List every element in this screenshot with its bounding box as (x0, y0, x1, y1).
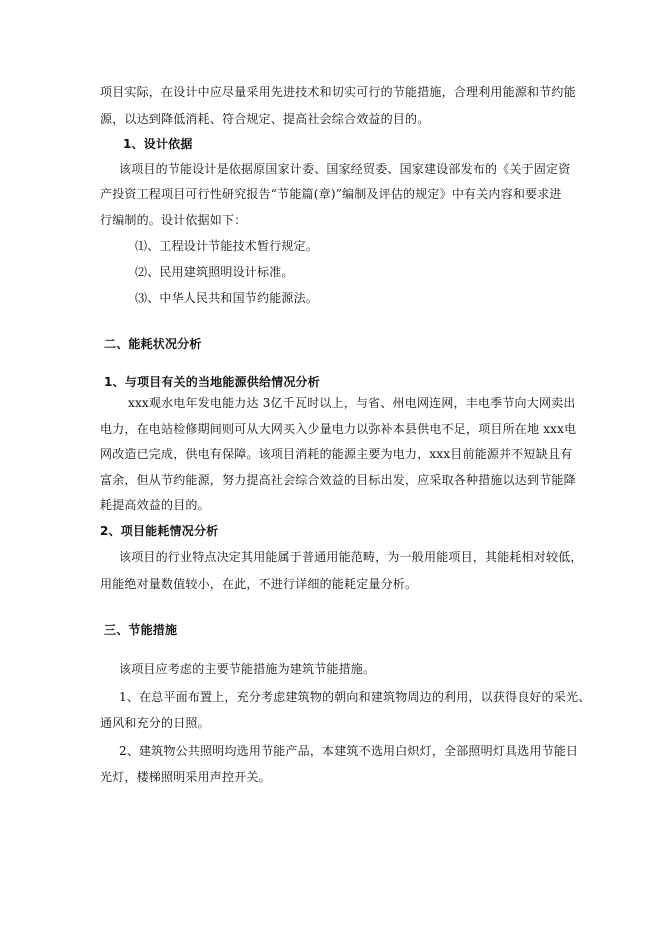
s2-2-para-line-2: 用能绝对量数值较小，在此，不进行详细的能耗定量分析。 (100, 577, 418, 591)
intro-line-2: 源，以达到降低消耗、符合规定、提高社会综合效益的目的。 (100, 112, 430, 126)
s3-item-2-line-2: 光灯，楼梯照明采用声控开关。 (100, 770, 271, 784)
s2-1-para-line-1: xxx观水电年发电能力达 3亿千瓦时以上，与省、州电网连网，丰电季节向大网卖出 (128, 396, 576, 410)
s2-1-para-line-5: 耗提高效益的目的。 (100, 498, 210, 512)
s2-2-para-line-1: 该项目的行业特点决定其用能属于普通用能范畴，为一般用能项目，其能耗相对较低， (119, 550, 583, 564)
s3-intro: 该项目应考虑的主要节能措施为建筑节能措施。 (119, 662, 376, 676)
section-2-2-heading: 2、项目能耗情况分析 (100, 524, 219, 538)
s1-para-line-2: 产投资工程项目可行性研究报告“节能篇(章)”编制及评估的规定》中有关内容和要求进 (100, 187, 562, 201)
s3-item-1-line-2: 通风和充分的日照。 (100, 716, 210, 730)
intro-line-1: 项目实际，在设计中应尽量采用先进技术和切实可行的节能措施，合理利用能源和节约能 (100, 85, 576, 99)
s2-1-para-line-2: 电力，在电站检修期间则可从大网买入少量电力以弥补本县供电不足，项目所在地 xxx电 (100, 422, 577, 436)
s1-para-line-3: 行编制的。设计依据如下： (100, 213, 247, 227)
s2-1-para-line-4: 富余，但从节约能源，努力提高社会综合效益的目标出发，应采取各种措施以达到节能降 (100, 473, 576, 487)
section-1-heading: 1、设计依据 (123, 137, 193, 151)
section-2-1-heading: 1、与项目有关的当地能源供给情况分析 (104, 375, 320, 389)
section-2-heading: 二、能耗状况分析 (104, 337, 202, 351)
s1-list-item-2: ⑵、民用建筑照明设计标准。 (135, 265, 294, 279)
s1-list-item-1: ⑴、工程设计节能技术暂行规定。 (135, 239, 319, 253)
s3-item-1-line-1: 1、在总平面布置上，充分考虑建筑物的朝向和建筑物周边的利用，以获得良好的采光、 (119, 690, 591, 704)
section-3-heading: 三、节能措施 (104, 623, 178, 637)
s1-list-item-3: ⑶、中华人民共和国节约能源法。 (135, 291, 319, 305)
s2-1-para-line-3: 网改造已完成，供电有保障。该项目消耗的能源主要为电力，xxx目前能源并不短缺且有 (100, 447, 573, 461)
s3-item-2-line-1: 2、建筑物公共照明均选用节能产品，本建筑不选用白炽灯，全部照明灯具选用节能日 (119, 744, 579, 758)
s1-para-line-1: 该项目的节能设计是依据原国家计委、国家经贸委、国家建设部发布的《关于固定资 (119, 162, 571, 176)
